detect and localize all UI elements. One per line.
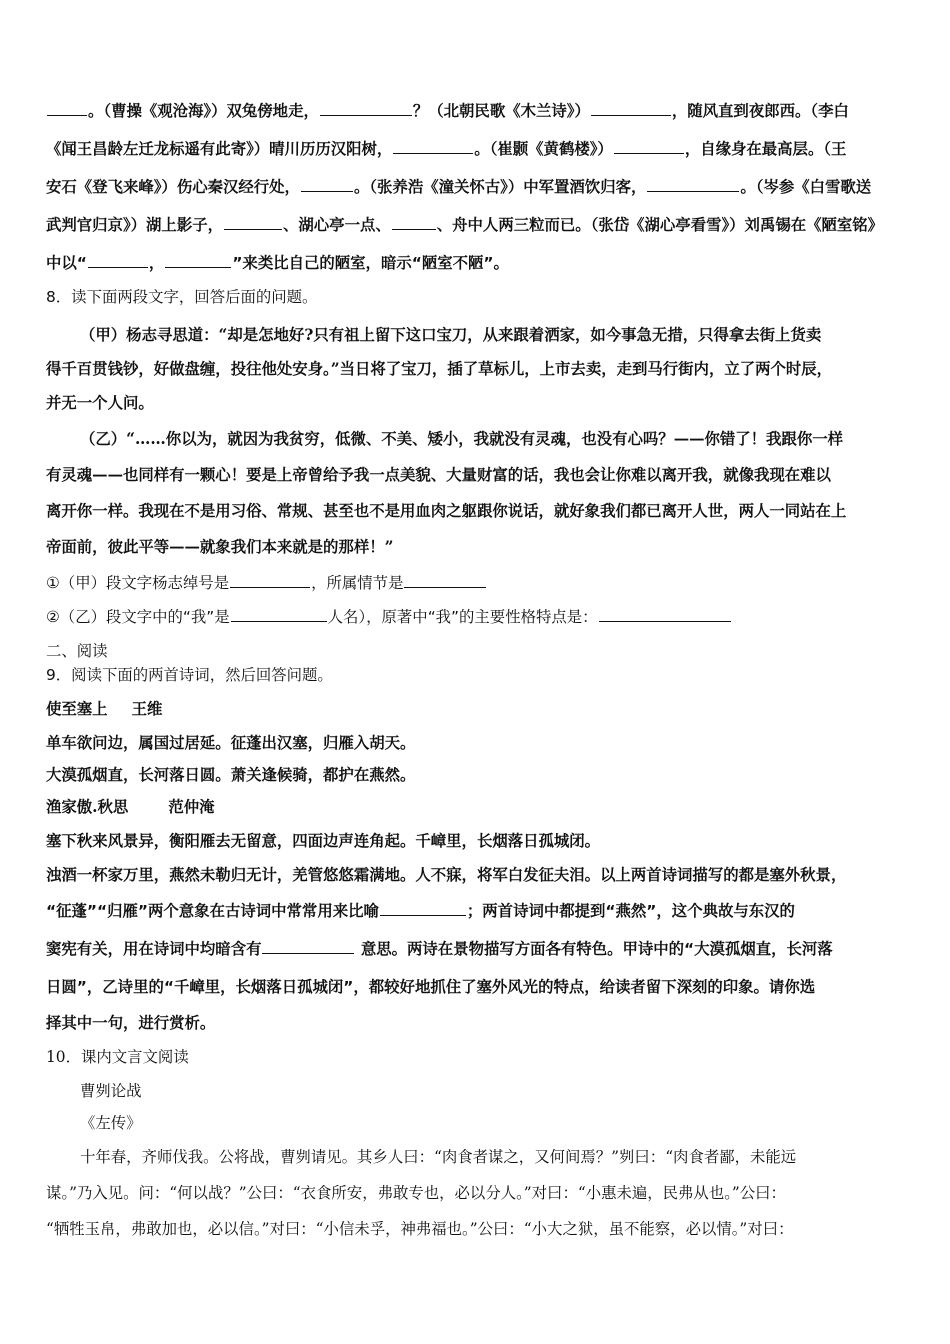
essay-line-3: “牺牲玉帛，弗敢加也，必以信。”对曰：“小信未孚，神弗福也。”公曰：“小大之狱，虽不能察，必以情。”对曰： bbox=[46, 1220, 794, 1238]
q8-jia-line-3: 并无一个人问。 bbox=[46, 394, 154, 412]
poem2-title: 渔家傲.秋思 bbox=[46, 798, 129, 816]
answer-blank[interactable] bbox=[230, 573, 310, 588]
answer-blank[interactable] bbox=[231, 607, 327, 622]
poem1-title: 使至塞上 bbox=[46, 700, 108, 718]
answer-blank[interactable] bbox=[599, 607, 731, 622]
poem1-line-2: 大漠孤烟直，长河落日圆。萧关逢候骑，都护在燕然。 bbox=[46, 766, 416, 784]
essay-line-2: 谋。”乃入见。问：“何以战？”公曰：“衣食所安，弗敢专也，必以分人。”对曰：“小惠未遍，民弗从也。”公曰： bbox=[46, 1184, 786, 1202]
section-heading: 二、阅读 bbox=[46, 642, 108, 660]
q8-title: 8．读下面两段文字，回答后面的问题。 bbox=[46, 288, 318, 306]
q8-sub-question-2: ②（乙）段文字中的“我”是 人名），原著中“我”的主要性格特点是： bbox=[46, 606, 906, 628]
fill-line-3: 安石《登飞来峰》）伤心秦汉经行处， 。（张养浩《潼关怀古》）中军置酒饮归客， 。（岑参《白雪歌送 bbox=[46, 178, 872, 196]
q9-question-line-2: 窦宪有关，用在诗词中均暗含有 意思。两诗在景物描写方面各有特色。甲诗中的“大漠孤烟直，长河落 bbox=[46, 940, 833, 958]
essay-title: 曹刿论战 bbox=[80, 1082, 142, 1100]
q10-title: 10．课内文言文阅读 bbox=[46, 1048, 189, 1066]
answer-blank[interactable] bbox=[47, 101, 87, 116]
answer-blank[interactable] bbox=[165, 253, 231, 268]
poem1-heading bbox=[46, 698, 906, 720]
poem1-line-1: 单车欲问边，属国过居延。征蓬出汉塞，归雁入胡天。 bbox=[46, 734, 416, 752]
poem2-line-1: 塞下秋来风景异，衡阳雁去无留意，四面边声连角起。千嶂里，长烟落日孤城闭。 bbox=[46, 832, 601, 850]
fill-line-4: 武判官归京》）湖上影子， 、湖心亭一点、 、舟中人两三粒而已。（张岱《湖心亭看雪》）刘禹锡在《陋室铭》 bbox=[46, 216, 884, 234]
answer-blank[interactable] bbox=[320, 101, 412, 116]
answer-blank[interactable] bbox=[614, 139, 684, 154]
answer-blank[interactable] bbox=[392, 215, 436, 230]
answer-blank[interactable] bbox=[301, 177, 353, 192]
q8-yi-line-3: 离开你一样。我现在不是用习俗、常规、甚至也不是用血肉之躯跟你说话，就好象我们都已离开人世，两人一同站在上 bbox=[46, 502, 847, 520]
answer-blank[interactable] bbox=[380, 901, 466, 916]
q8-sub-question-1: ①（甲）段文字杨志绰号是 ，所属情节是 bbox=[46, 572, 906, 594]
answer-blank[interactable] bbox=[88, 253, 148, 268]
poem2-heading bbox=[46, 796, 906, 818]
essay-line-1: 十年春，齐师伐我。公将战，曹刿请见。其乡人曰：“肉食者谋之，又何间焉？”刿曰：“肉食者鄙，未能远 bbox=[80, 1148, 797, 1166]
answer-blank[interactable] bbox=[404, 573, 486, 588]
q8-jia-line-1: （甲）杨志寻思道：“却是怎地好?只有祖上留下这口宝刀，从来跟着洒家，如今事急无措，只得拿去街上货卖 bbox=[80, 326, 822, 344]
q8-jia-line-2: 得千百贯钱钞，好做盘缠，投往他处安身。”当日将了宝刀，插了草标儿，上市去卖，走到马行街内，立了两个时辰， bbox=[46, 360, 833, 378]
q9-title: 9．阅读下面的两首诗词，然后回答问题。 bbox=[46, 666, 333, 684]
answer-blank[interactable] bbox=[224, 215, 282, 230]
answer-blank[interactable] bbox=[591, 101, 671, 116]
q8-yi-line-4: 帝面前，彼此平等——就象我们本来就是的那样！” bbox=[46, 538, 394, 556]
answer-blank[interactable] bbox=[262, 939, 354, 954]
q9-question-line-3: 日圆”，乙诗里的“千嶂里，长烟落日孤城闭”，都较好地抓住了塞外风光的特点，给读者留下深刻的印象。请你选 bbox=[46, 978, 816, 996]
fill-line-5: 中以“ ， ”来类比自己的陋室，暗示“陋室不陋”。 bbox=[46, 254, 509, 272]
fill-line-1: 。（曹操《观沧海》）双兔傍地走， ？（北朝民歌《木兰诗》） ，随风直到夜郎西。（李白 bbox=[46, 100, 906, 122]
q8-yi-line-1: （乙）“……你以为，就因为我贫穷，低微、不美、矮小，我就没有灵魂，也没有心吗？——你错了！我跟你一样 bbox=[80, 430, 843, 448]
answer-blank[interactable] bbox=[647, 177, 739, 192]
fill-line-2: 《闻王昌龄左迁龙标遥有此寄》）晴川历历汉阳树， 。（崔颢《黄鹤楼》） ，自缘身在最高层。（王 bbox=[46, 140, 847, 158]
poem2-author: 范仲淹 bbox=[168, 798, 215, 816]
poem1-author: 王维 bbox=[131, 700, 163, 718]
poem2-line-2: 浊酒一杯家万里，燕然未勒归无计，羌管悠悠霜满地。人不寐，将军白发征夫泪。以上两首诗词描写的都是塞外秋景， bbox=[46, 866, 847, 884]
q9-question-line-4: 择其中一句，进行赏析。 bbox=[46, 1014, 216, 1032]
q9-question-line-1: “征蓬”“归雁”两个意象在古诗词中常常用来比喻 ；两首诗词中都提到“燕然”，这个典故与东汉的 bbox=[46, 902, 795, 920]
q8-yi-line-2: 有灵魂——也同样有一颗心！要是上帝曾给予我一点美貌、大量财富的话，我也会让你难以离开我，就像我现在难以 bbox=[46, 466, 831, 484]
essay-source: 《左传》 bbox=[80, 1114, 142, 1132]
answer-blank[interactable] bbox=[393, 139, 473, 154]
